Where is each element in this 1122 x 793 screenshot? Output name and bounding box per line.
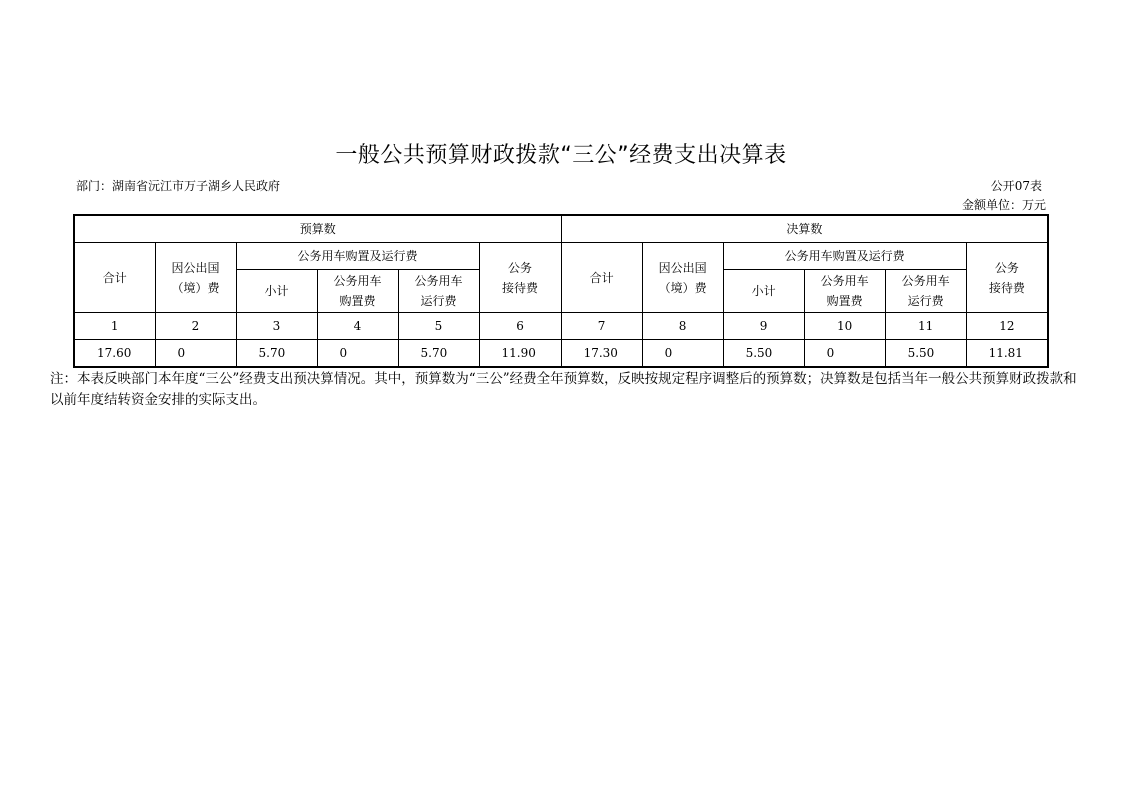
table-cell-value: 17.30 <box>561 340 642 368</box>
header-line: 公务用车 <box>820 274 869 288</box>
budget-total-header: 合计 <box>74 243 155 313</box>
table-cell-value: 5.70 <box>398 340 479 368</box>
header-line: 因公出国 <box>171 260 220 275</box>
final-vehicle-group-header: 公务用车购置及运行费 <box>723 243 966 270</box>
table-cell-value: 5.50 <box>723 340 804 368</box>
budget-reception-header <box>479 243 561 313</box>
value-row <box>74 340 1048 368</box>
column-number: 7 <box>561 313 642 340</box>
table-cell-value: 5.50 <box>885 340 966 368</box>
column-number: 10 <box>804 313 885 340</box>
budget-subtotal-header: 小计 <box>236 270 317 313</box>
budget-vehicle-group-header: 公务用车购置及运行费 <box>236 243 479 270</box>
budget-purchase-header <box>317 270 398 313</box>
column-number: 9 <box>723 313 804 340</box>
column-number: 5 <box>398 313 479 340</box>
final-abroad-header <box>642 243 723 313</box>
table-cell-value: 11.81 <box>966 340 1048 368</box>
header-line: 运行费 <box>420 294 457 308</box>
final-operation-header <box>885 270 966 313</box>
department-label: 部门：湖南省沅江市万子湖乡人民政府 <box>76 179 281 193</box>
page-title: 一般公共预算财政拨款“三公”经费支出决算表 <box>335 143 787 168</box>
final-subtotal-header: 小计 <box>723 270 804 313</box>
final-header: 决算数 <box>561 215 1048 243</box>
table-cell-value: 17.60 <box>74 340 155 368</box>
table-cell-value: 11.90 <box>479 340 561 368</box>
budget-operation-header <box>398 270 479 313</box>
column-number: 1 <box>74 313 155 340</box>
header-line: 公务用车 <box>414 274 463 288</box>
header-line: （境）费 <box>658 280 707 295</box>
header-line: 因公出国 <box>658 260 707 275</box>
header-line: 接待费 <box>988 280 1025 295</box>
three-public-expenses-table <box>73 214 1049 368</box>
amount-unit: 金额单位：万元 <box>961 198 1046 212</box>
header-line: 接待费 <box>502 280 539 295</box>
column-number: 2 <box>155 313 236 340</box>
budget-abroad-header <box>155 243 236 313</box>
final-reception-header <box>966 243 1048 313</box>
header-line: （境）费 <box>171 280 220 295</box>
header-line: 公务 <box>508 260 533 275</box>
column-number: 11 <box>885 313 966 340</box>
table-cell-value: 0 <box>642 340 723 368</box>
header-line: 购置费 <box>826 294 863 308</box>
column-number: 4 <box>317 313 398 340</box>
column-number: 8 <box>642 313 723 340</box>
header-line: 公务 <box>994 260 1019 275</box>
header-line: 运行费 <box>907 294 944 308</box>
table-cell-value: 0 <box>804 340 885 368</box>
table-cell-value: 0 <box>155 340 236 368</box>
column-number-row <box>74 313 1048 340</box>
column-number: 6 <box>479 313 561 340</box>
budget-header: 预算数 <box>74 215 561 243</box>
table-cell-value: 5.70 <box>236 340 317 368</box>
column-number: 3 <box>236 313 317 340</box>
table-code: 公开07表 <box>990 179 1042 193</box>
final-total-header: 合计 <box>561 243 642 313</box>
final-purchase-header <box>804 270 885 313</box>
footnote: 注：本表反映部门本年度“三公”经费支出预决算情况。其中，预算数为“三公”经费全年预算数，反映按规定程序调整后的预算数；决算数是包括当年一般公共预算财政拨款和以前年度结转资金安排的实际支出。 <box>50 371 1077 408</box>
table-cell-value: 0 <box>317 340 398 368</box>
header-line: 公务用车 <box>333 274 382 288</box>
column-number: 12 <box>966 313 1048 340</box>
header-line: 购置费 <box>339 294 376 308</box>
header-line: 公务用车 <box>901 274 950 288</box>
